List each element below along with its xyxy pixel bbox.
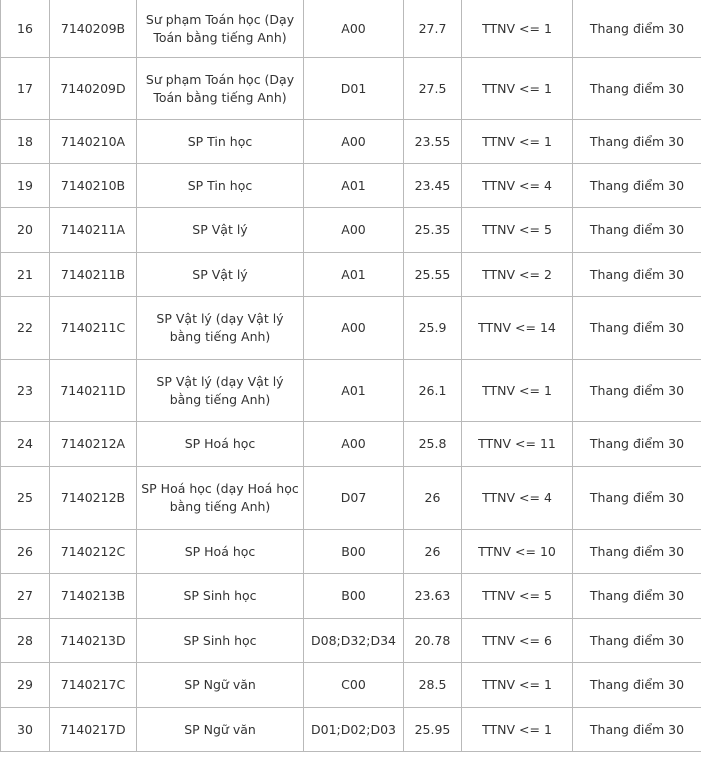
cell-score: 25.55	[404, 253, 462, 297]
cell-ttnv: TTNV <= 1	[462, 360, 573, 422]
cell-score: 27.5	[404, 58, 462, 120]
cell-subject-block: A00	[304, 120, 404, 164]
cell-score: 27.7	[404, 0, 462, 58]
cell-ttnv: TTNV <= 4	[462, 164, 573, 208]
cell-ttnv: TTNV <= 5	[462, 574, 573, 619]
cell-major-code: 7140217C	[50, 663, 137, 708]
cell-subject-block: A00	[304, 0, 404, 58]
cell-scale: Thang điểm 30	[573, 422, 701, 467]
cell-major-name: SP Vật lý	[137, 208, 304, 253]
cell-stt: 28	[1, 619, 50, 663]
cell-major-code: 7140217D	[50, 708, 137, 752]
table-row	[1, 360, 701, 422]
cell-subject-block: A01	[304, 253, 404, 297]
cell-score: 25.35	[404, 208, 462, 253]
cell-ttnv: TTNV <= 1	[462, 58, 573, 120]
cell-stt: 26	[1, 530, 50, 574]
cell-scale: Thang điểm 30	[573, 120, 701, 164]
cell-subject-block: B00	[304, 574, 404, 619]
table-body	[1, 0, 701, 752]
cell-score: 20.78	[404, 619, 462, 663]
table-row	[1, 164, 701, 208]
table-row	[1, 297, 701, 360]
cell-major-name: SP Tin học	[137, 164, 304, 208]
cell-score: 26	[404, 467, 462, 530]
table-row	[1, 530, 701, 574]
cell-major-name: SP Hoá học (dạy Hoá học bằng tiếng Anh)	[137, 467, 304, 530]
cell-major-code: 7140211D	[50, 360, 137, 422]
cell-major-code: 7140211A	[50, 208, 137, 253]
cell-subject-block: D01;D02;D03	[304, 708, 404, 752]
cell-ttnv: TTNV <= 1	[462, 120, 573, 164]
cell-score: 28.5	[404, 663, 462, 708]
cell-stt: 16	[1, 0, 50, 58]
cell-major-code: 7140212A	[50, 422, 137, 467]
cell-major-name: Sư phạm Toán học (Dạy Toán bằng tiếng Anh)	[137, 0, 304, 58]
cell-scale: Thang điểm 30	[573, 530, 701, 574]
cell-major-name: SP Vật lý (dạy Vật lý bằng tiếng Anh)	[137, 297, 304, 360]
cell-subject-block: A00	[304, 422, 404, 467]
cell-scale: Thang điểm 30	[573, 708, 701, 752]
table-row	[1, 708, 701, 752]
cell-stt: 18	[1, 120, 50, 164]
cell-subject-block: D08;D32;D34	[304, 619, 404, 663]
cell-major-name: SP Hoá học	[137, 422, 304, 467]
cell-ttnv: TTNV <= 1	[462, 0, 573, 58]
cell-scale: Thang điểm 30	[573, 58, 701, 120]
cell-ttnv: TTNV <= 1	[462, 663, 573, 708]
cell-scale: Thang điểm 30	[573, 619, 701, 663]
cell-subject-block: B00	[304, 530, 404, 574]
cell-major-name: SP Sinh học	[137, 619, 304, 663]
cell-ttnv: TTNV <= 6	[462, 619, 573, 663]
cell-subject-block: A00	[304, 208, 404, 253]
cell-score: 25.9	[404, 297, 462, 360]
cell-scale: Thang điểm 30	[573, 164, 701, 208]
table-row	[1, 574, 701, 619]
cell-score: 25.95	[404, 708, 462, 752]
cell-major-code: 7140213D	[50, 619, 137, 663]
cell-major-name: SP Ngữ văn	[137, 663, 304, 708]
table-row	[1, 0, 701, 58]
cell-scale: Thang điểm 30	[573, 253, 701, 297]
cell-score: 25.8	[404, 422, 462, 467]
cell-major-name: SP Vật lý (dạy Vật lý bằng tiếng Anh)	[137, 360, 304, 422]
table-row	[1, 208, 701, 253]
cell-scale: Thang điểm 30	[573, 663, 701, 708]
cell-stt: 21	[1, 253, 50, 297]
cell-subject-block: D07	[304, 467, 404, 530]
cell-major-code: 7140209B	[50, 0, 137, 58]
cell-stt: 23	[1, 360, 50, 422]
cell-stt: 24	[1, 422, 50, 467]
cell-subject-block: D01	[304, 58, 404, 120]
cell-major-code: 7140210A	[50, 120, 137, 164]
cell-scale: Thang điểm 30	[573, 0, 701, 58]
cell-stt: 20	[1, 208, 50, 253]
cell-stt: 27	[1, 574, 50, 619]
cell-major-code: 7140211B	[50, 253, 137, 297]
cell-stt: 22	[1, 297, 50, 360]
table-row	[1, 663, 701, 708]
cell-ttnv: TTNV <= 1	[462, 708, 573, 752]
cell-ttnv: TTNV <= 11	[462, 422, 573, 467]
cell-score: 23.55	[404, 120, 462, 164]
cell-stt: 19	[1, 164, 50, 208]
cell-major-code: 7140211C	[50, 297, 137, 360]
cell-major-name: SP Vật lý	[137, 253, 304, 297]
cell-score: 26.1	[404, 360, 462, 422]
cell-major-code: 7140213B	[50, 574, 137, 619]
cell-score: 26	[404, 530, 462, 574]
cell-major-name: SP Sinh học	[137, 574, 304, 619]
cell-major-name: SP Hoá học	[137, 530, 304, 574]
cell-major-name: SP Tin học	[137, 120, 304, 164]
cell-score: 23.63	[404, 574, 462, 619]
table-row	[1, 619, 701, 663]
cell-scale: Thang điểm 30	[573, 297, 701, 360]
cell-ttnv: TTNV <= 5	[462, 208, 573, 253]
table-row	[1, 58, 701, 120]
cell-scale: Thang điểm 30	[573, 208, 701, 253]
cell-stt: 25	[1, 467, 50, 530]
cell-ttnv: TTNV <= 10	[462, 530, 573, 574]
cell-scale: Thang điểm 30	[573, 360, 701, 422]
cell-stt: 29	[1, 663, 50, 708]
cell-subject-block: A01	[304, 164, 404, 208]
cell-subject-block: A00	[304, 297, 404, 360]
cell-scale: Thang điểm 30	[573, 574, 701, 619]
cell-stt: 30	[1, 708, 50, 752]
cell-major-code: 7140210B	[50, 164, 137, 208]
cell-ttnv: TTNV <= 4	[462, 467, 573, 530]
cell-major-name: SP Ngữ văn	[137, 708, 304, 752]
table-row	[1, 253, 701, 297]
cell-ttnv: TTNV <= 2	[462, 253, 573, 297]
cell-score: 23.45	[404, 164, 462, 208]
cell-major-code: 7140212B	[50, 467, 137, 530]
cell-scale: Thang điểm 30	[573, 467, 701, 530]
cell-subject-block: C00	[304, 663, 404, 708]
cell-major-code: 7140212C	[50, 530, 137, 574]
table-row	[1, 120, 701, 164]
cell-stt: 17	[1, 58, 50, 120]
cell-major-name: Sư phạm Toán học (Dạy Toán bằng tiếng Anh)	[137, 58, 304, 120]
table-row	[1, 467, 701, 530]
cell-ttnv: TTNV <= 14	[462, 297, 573, 360]
cell-subject-block: A01	[304, 360, 404, 422]
cell-major-code: 7140209D	[50, 58, 137, 120]
table-row	[1, 422, 701, 467]
